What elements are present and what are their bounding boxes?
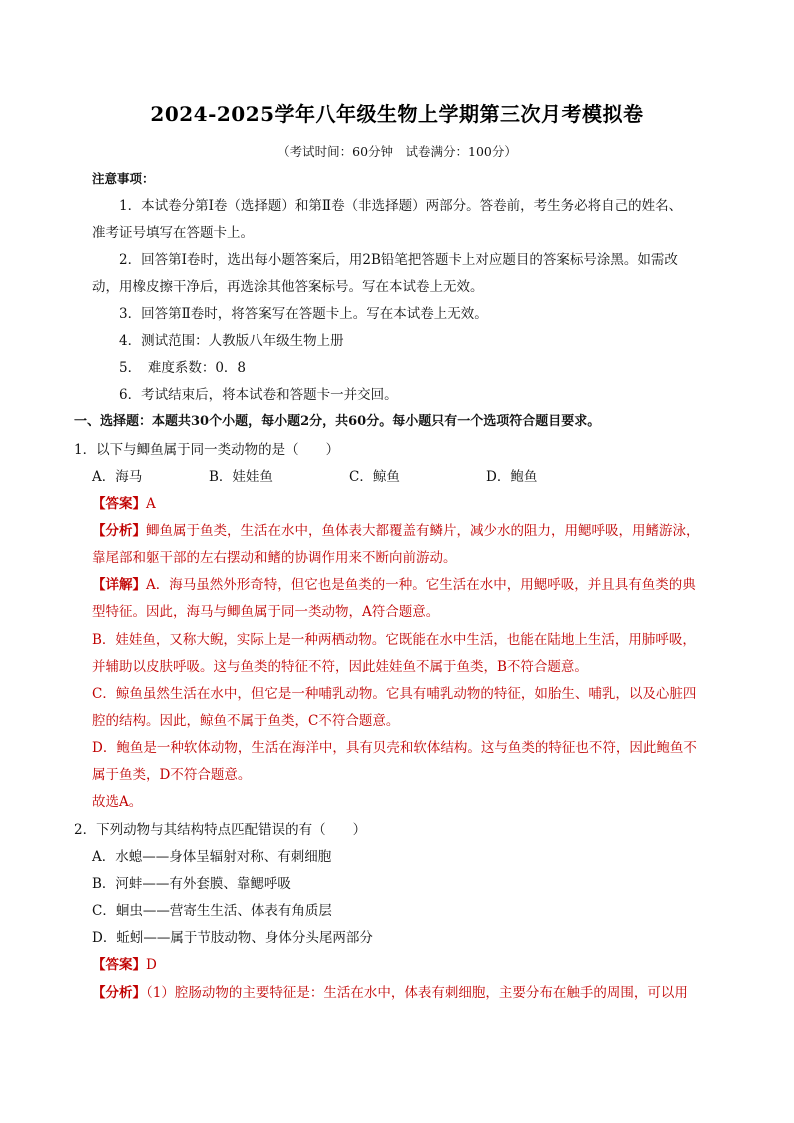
note-line: 3．回答第Ⅱ卷时，将答案写在答题卡上。写在本试卷上无效。 xyxy=(119,306,488,322)
q1-option-d: D．鲍鱼 xyxy=(486,469,538,485)
q2-option-c: C．蛔虫——营寄生生活、体表有角质层 xyxy=(92,903,332,919)
q1-option-a: A．海马 xyxy=(92,469,143,485)
q1-detail-line: D．鲍鱼是一种软体动物，生活在海洋中，具有贝壳和软体结构。这与鱼类的特征也不符，因此鲍鱼不 xyxy=(92,740,697,756)
q1-detail-line: 腔的结构。因此，鲸鱼不属于鱼类，C不符合题意。 xyxy=(92,713,400,729)
analysis-tag: 【分析】 xyxy=(92,523,146,539)
note-line: 5． 难度系数：0．8 xyxy=(119,360,247,376)
question-1-stem: 1．以下与鲫鱼属于同一类动物的是（ ） xyxy=(74,442,340,458)
q2-answer xyxy=(92,956,157,974)
q1-analysis xyxy=(92,522,700,540)
note-line: 2．回答第Ⅰ卷时，选出每小题答案后，用2B铅笔把答题卡上对应题目的答案标号涂黑。如需改 xyxy=(119,252,678,268)
q1-detail-line: C．鲸鱼虽然生活在水中，但它是一种哺乳动物。它具有哺乳动物的特征，如胎生、哺乳，以及心脏四 xyxy=(92,686,697,702)
answer-tag: 【答案】 xyxy=(92,957,146,973)
q1-answer xyxy=(92,495,156,513)
q2-option-a: A．水螅——身体呈辐射对称、有刺细胞 xyxy=(92,849,332,865)
note-line: 6．考试结束后，将本试卷和答题卡一并交回。 xyxy=(119,387,398,403)
answer-value: A xyxy=(146,496,156,512)
note-line: 1．本试卷分第Ⅰ卷（选择题）和第Ⅱ卷（非选择题）两部分。答卷前，考生务必将自己的姓名、 xyxy=(119,198,683,214)
detail-tag: 【详解】 xyxy=(92,577,146,593)
q1-detail-line: 并辅助以皮肤呼吸。这与鱼类的特征不符，因此娃娃鱼不属于鱼类，B不符合题意。 xyxy=(92,659,588,675)
q1-analysis-cont: 靠尾部和躯干部的左右摆动和鳍的协调作用来不断向前游动。 xyxy=(92,550,457,566)
notes-heading: 注意事项： xyxy=(92,171,155,186)
q2-option-d: D．蚯蚓——属于节肢动物、身体分头尾两部分 xyxy=(92,930,373,946)
q1-conclusion: 故选A。 xyxy=(92,794,143,810)
analysis-text: 鲫鱼属于鱼类，生活在水中，鱼体表大都覆盖有鳞片，减少水的阻力，用鳃呼吸，用鳍游泳， xyxy=(146,523,700,539)
exam-info: （考试时间：60分钟 试卷满分：100分） xyxy=(277,144,517,159)
answer-value: D xyxy=(146,957,157,973)
section-heading: 一、选择题：本题共30个小题，每小题2分，共60分。每小题只有一个选项符合题目要求。 xyxy=(74,414,601,429)
page-title: 2024-2025学年八年级生物上学期第三次月考模拟卷 xyxy=(150,102,644,126)
note-line: 4．测试范围：人教版八年级生物上册 xyxy=(119,333,344,349)
q2-option-b: B．河蚌——有外套膜、靠鳃呼吸 xyxy=(92,876,291,892)
q1-option-b: B．娃娃鱼 xyxy=(209,469,273,485)
note-line: 准考证号填写在答题卡上。 xyxy=(92,225,254,241)
q1-option-c: C．鲸鱼 xyxy=(349,469,400,485)
analysis-text: （1）腔肠动物的主要特征是：生活在水中，体表有刺细胞，主要分布在触手的周围，可以用 xyxy=(146,985,688,1001)
analysis-tag: 【分析】 xyxy=(92,985,146,1001)
question-2-stem: 2．下列动物与其结构特点匹配错误的有（ ） xyxy=(74,822,367,838)
q1-detail-line: B．娃娃鱼，又称大鲵，实际上是一种两栖动物。它既能在水中生活，也能在陆地上生活，用肺呼吸， xyxy=(92,632,696,648)
q1-detail-line: 属于鱼类，D不符合题意。 xyxy=(92,767,252,783)
note-line: 动，用橡皮擦干净后，再选涂其他答案标号。写在本试卷上无效。 xyxy=(92,279,484,295)
detail-text: A．海马虽然外形奇特，但它也是鱼类的一种。它生活在水中，用鳃呼吸，并且具有鱼类的典 xyxy=(146,577,696,593)
answer-tag: 【答案】 xyxy=(92,496,146,512)
q2-analysis xyxy=(92,984,688,1002)
q1-detail xyxy=(92,576,696,594)
q1-detail-line: 型特征。因此，海马与鲫鱼属于同一类动物，A符合题意。 xyxy=(92,604,440,620)
